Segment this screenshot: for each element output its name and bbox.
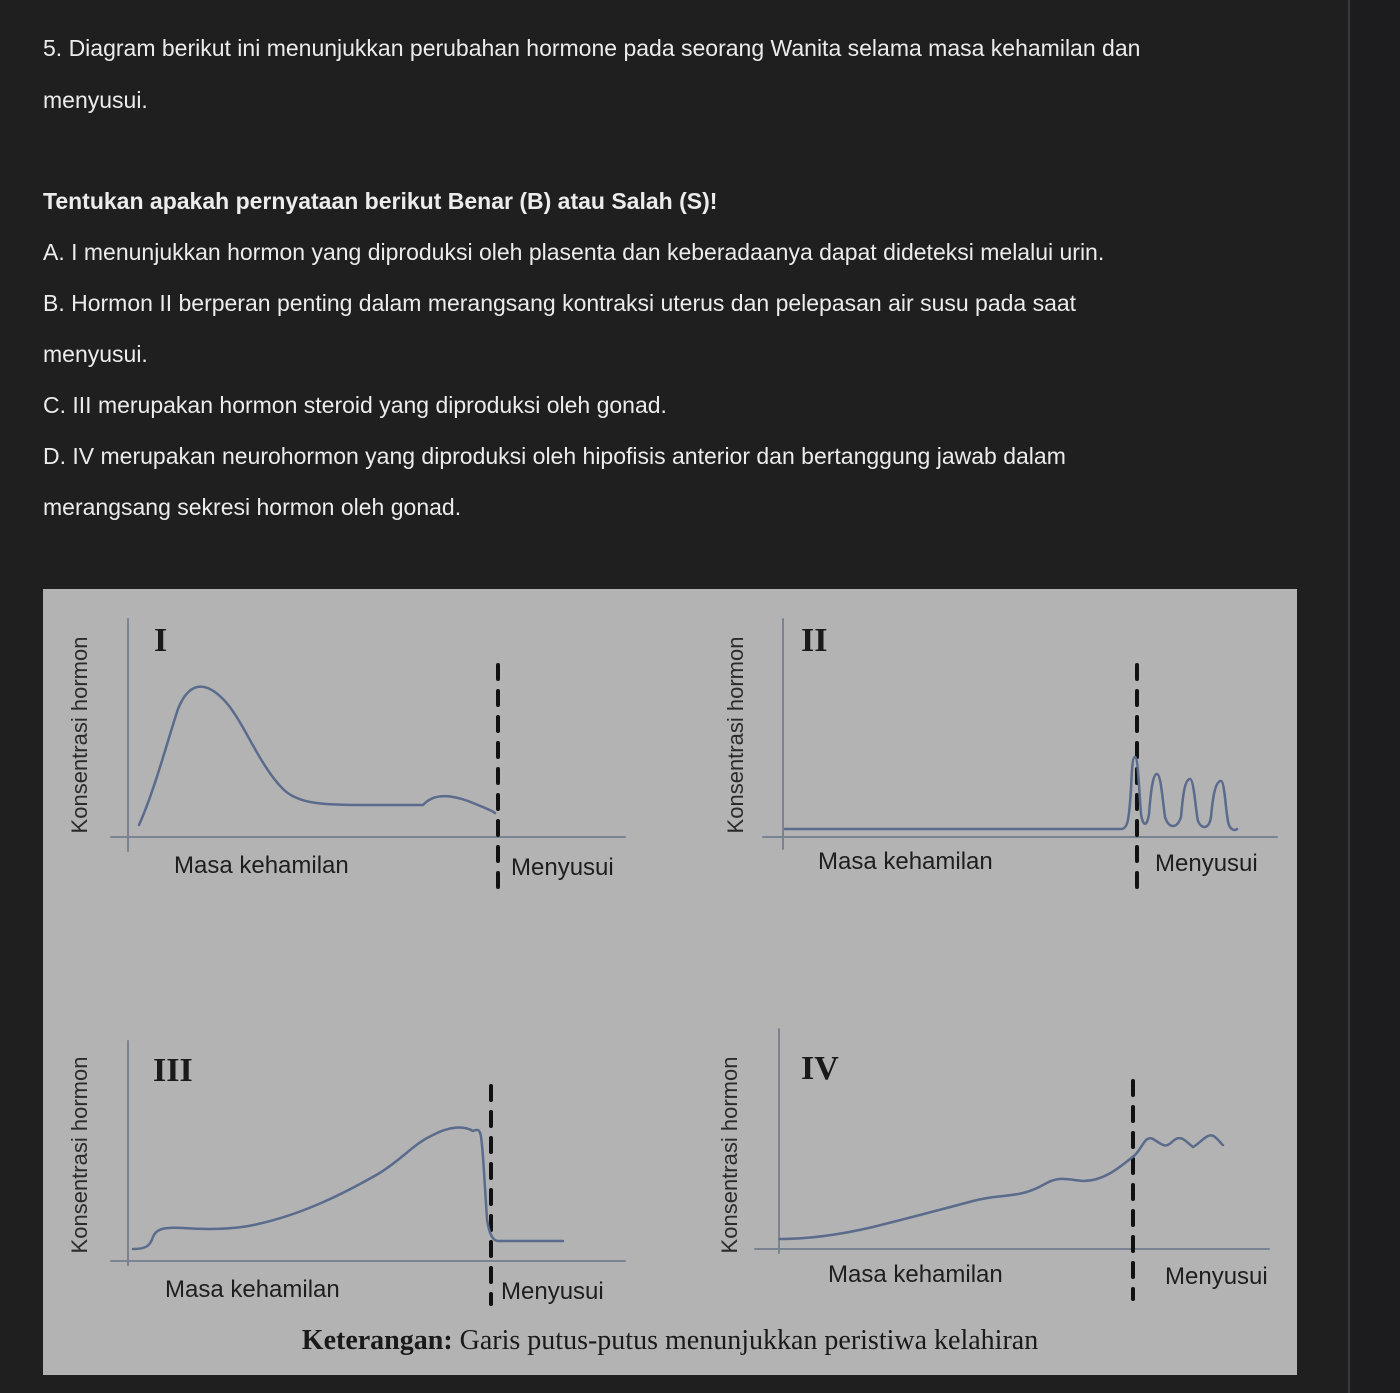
statement-b: B. Hormon II berperan penting dalam merangsang kontraksi uterus dan pelepasan air susu pada saat <box>43 290 1077 316</box>
hormone-diagram <box>43 589 1297 1375</box>
panel-i <box>67 619 625 887</box>
caption-label: Keterangan: <box>301 1325 453 1356</box>
question-intro-cont: menyusui. <box>43 87 148 113</box>
panel-i-curve <box>139 687 495 825</box>
statement-a: A. I menunjukkan hormon yang diproduksi oleh plasenta dan keberadaanya dapat dideteksi melalui urin. <box>43 239 1105 265</box>
panel-iv-xlabel-pregnancy: Masa kehamilan <box>828 1261 1003 1288</box>
panel-iii-numeral: III <box>153 1052 193 1089</box>
panel-iii <box>67 1041 625 1305</box>
vertical-scrollbar[interactable] <box>1348 0 1400 1393</box>
hormone-diagram-svg <box>43 589 1297 1375</box>
panel-ii-numeral: II <box>801 622 828 659</box>
instruction: Tentukan apakah pernyataan berikut Benar (B) atau Salah (S)! <box>43 188 718 214</box>
panel-i-numeral: I <box>154 622 168 659</box>
diagram-caption <box>43 1325 1297 1357</box>
panel-ii <box>723 619 1277 887</box>
panel-iv-curve <box>780 1135 1223 1239</box>
panel-iii-ylabel: Konsentrasi hormon <box>67 1056 92 1254</box>
statement-d: D. IV merupakan neurohormon yang diproduksi oleh hipofisis anterior dan bertanggung jawab dalam <box>43 443 1066 469</box>
panel-i-ylabel: Konsentrasi hormon <box>67 636 92 834</box>
panel-ii-ylabel: Konsentrasi hormon <box>723 636 748 834</box>
panel-iii-xlabel-lactation: Menyusui <box>501 1278 604 1305</box>
panel-ii-xlabel-pregnancy: Masa kehamilan <box>818 848 993 875</box>
panel-iv <box>717 1029 1269 1299</box>
panel-i-xlabel-lactation: Menyusui <box>511 854 614 881</box>
panel-iv-ylabel: Konsentrasi hormon <box>717 1056 742 1254</box>
panel-ii-curve <box>785 757 1237 830</box>
statement-d-cont: merangsang sekresi hormon oleh gonad. <box>43 494 462 520</box>
question-intro: 5. Diagram berikut ini menunjukkan perubahan hormone pada seorang Wanita selama masa kehamilan dan <box>43 35 1141 61</box>
panel-iv-xlabel-lactation: Menyusui <box>1165 1263 1268 1290</box>
panel-iii-xlabel-pregnancy: Masa kehamilan <box>165 1276 340 1303</box>
caption-text: Garis putus-putus menunjukkan peristiwa kelahiran <box>452 1325 1039 1356</box>
panel-i-xlabel-pregnancy: Masa kehamilan <box>174 852 349 879</box>
panel-iv-numeral: IV <box>801 1050 839 1087</box>
panel-iii-curve <box>133 1128 563 1249</box>
statement-c: C. III merupakan hormon steroid yang diproduksi oleh gonad. <box>43 392 667 418</box>
panel-ii-xlabel-lactation: Menyusui <box>1155 850 1258 877</box>
statement-b-cont: menyusui. <box>43 341 148 367</box>
